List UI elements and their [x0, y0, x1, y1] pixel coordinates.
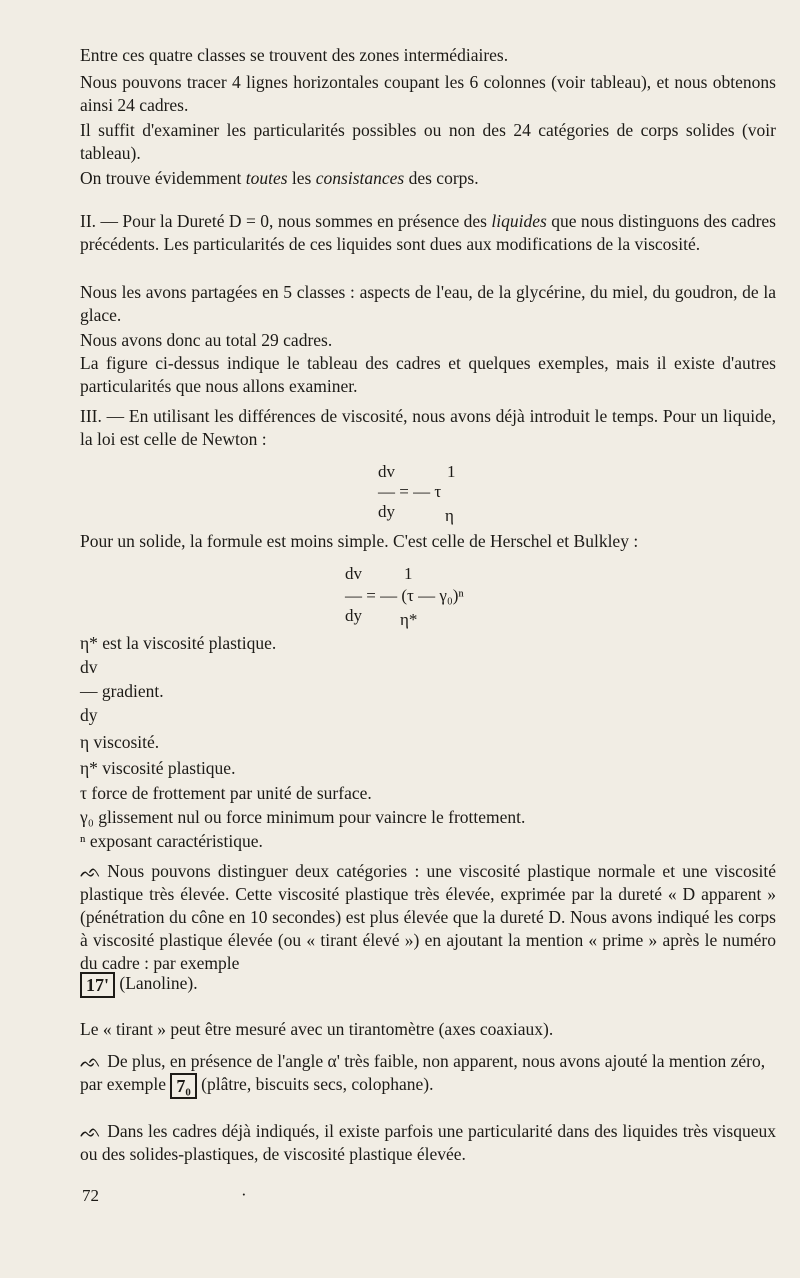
text-fragment: Nous pouvons distinguer deux catégories : une viscosité plastique normale et une viscosité plastique très élevée. Cette viscosité plastique très élevée, exprimée par la dureté « D apparent » (pénétration du cône en 10 secondes) est plus élevée que la dureté D. Nous avons indiqué les corps à viscosité plastique élevée (ou « tirant élevé ») en ajoutant la mention « prime » après le numéro du cadre : par exemple — [80, 861, 776, 973]
paragraph-section-ii — [80, 210, 776, 256]
emphasis-liquides: liquides — [491, 211, 547, 231]
text-fragment: (plâtre, biscuits secs, colophane). — [201, 1074, 434, 1095]
squiggle-marker-icon: ᨒ — [80, 1052, 102, 1071]
definition-slip: γ₀ glissement nul ou force minimum pour vaincre le frottement. — [80, 807, 526, 827]
paragraph-total-cadres: Nous avons donc au total 29 cadres. — [80, 330, 333, 350]
herschel-dv: dv — [345, 564, 362, 583]
text-fragment: (Lanoline). — [119, 973, 198, 994]
herschel-equation-line: — = — (τ — γ₀)ⁿ — [345, 586, 464, 605]
emphasis-consistances: consistances — [315, 168, 405, 188]
squiggle-marker-icon: ᨒ — [80, 1122, 102, 1141]
definition-friction-force: τ force de frottement par unité de surface. — [80, 783, 372, 803]
stray-dot: · — [241, 1185, 247, 1204]
definition-gradient: — gradient. — [80, 681, 164, 701]
text-fragment: II. — Pour la Dureté D = 0, nous sommes en présence des — [80, 211, 492, 231]
definition-plastic-viscosity: η* est la viscosité plastique. — [80, 633, 277, 653]
squiggle-marker-icon: ᨒ — [80, 862, 102, 881]
text-fragment: les — [287, 168, 316, 188]
newton-one: 1 — [447, 462, 456, 481]
paragraph-angle-zero — [80, 1050, 776, 1099]
herschel-eta-star: η* — [400, 610, 418, 629]
newton-equation-line: — = — τ — [378, 482, 442, 501]
text-fragment: De plus, en présence de l'angle α' très faible, non apparent, nous avons ajouté la mention zéro, par exemple — [80, 1051, 766, 1095]
page-number: 72 — [82, 1186, 99, 1205]
definition-dv: dv — [80, 657, 98, 677]
paragraph-figure-above: La figure ci-dessus indique le tableau des cadres et quelques exemples, mais il existe d'autres particularités que nous allons examiner. — [80, 353, 776, 396]
newton-eta: η — [445, 506, 454, 525]
text-fragment: des corps. — [404, 168, 479, 188]
definition-dy: dy — [80, 705, 98, 725]
text-fragment: que nous distinguons des cadres précédents. Les particularités de ces liquides sont dues aux modifications de la viscosité. — [80, 211, 776, 254]
text-fragment: On trouve évidemment — [80, 168, 246, 188]
text-fragment: Dans les cadres déjà indiqués, il existe parfois une particularité dans des liquides très visqueux ou des solides-plastiques, de viscosité plastique élevée. — [80, 1121, 776, 1164]
paragraph-very-viscous — [80, 1120, 776, 1166]
example-lanoline — [80, 972, 198, 998]
definition-viscosity: η viscosité. — [80, 732, 160, 752]
paragraph-examine-particularities: Il suffit d'examiner les particularités possibles ou non des 24 catégories de corps solides (voir tableau). — [80, 120, 776, 163]
definition-exponent: ⁿ exposant caractéristique. — [80, 831, 263, 851]
cadre-box-7-zero: 7₀ — [170, 1073, 196, 1099]
paragraph-section-iii: III. — En utilisant les différences de viscosité, nous avons déjà introduit le temps. Pour un liquide, la loi est celle de Newton : — [80, 406, 776, 449]
paragraph-five-classes: Nous les avons partagées en 5 classes : aspects de l'eau, de la glycérine, du miel, du goudron, de la glace. — [80, 282, 776, 325]
paragraph-horizontal-lines: Nous pouvons tracer 4 lignes horizontales coupant les 6 colonnes (voir tableau), et nous obtenons ainsi 24 cadres. — [80, 72, 776, 115]
paragraph-two-categories — [80, 860, 776, 975]
emphasis-toutes: toutes — [245, 168, 288, 188]
definition-plastic-viscosity-2: η* viscosité plastique. — [80, 758, 236, 778]
paragraph-intermediate-zones: Entre ces quatre classes se trouvent des zones intermédiaires. — [80, 45, 509, 65]
paragraph-tirant: Le « tirant » peut être mesuré avec un tirantomètre (axes coaxiaux). — [80, 1019, 554, 1039]
cadre-box-17-prime: 17' — [80, 972, 115, 998]
paragraph-herschel-bulkley: Pour un solide, la formule est moins simple. C'est celle de Herschel et Bulkley : — [80, 531, 639, 551]
paragraph-all-consistencies — [80, 167, 776, 190]
herschel-one: 1 — [404, 564, 413, 583]
herschel-dy: dy — [345, 606, 362, 625]
newton-dy: dy — [378, 502, 395, 521]
newton-dv: dv — [378, 462, 395, 481]
